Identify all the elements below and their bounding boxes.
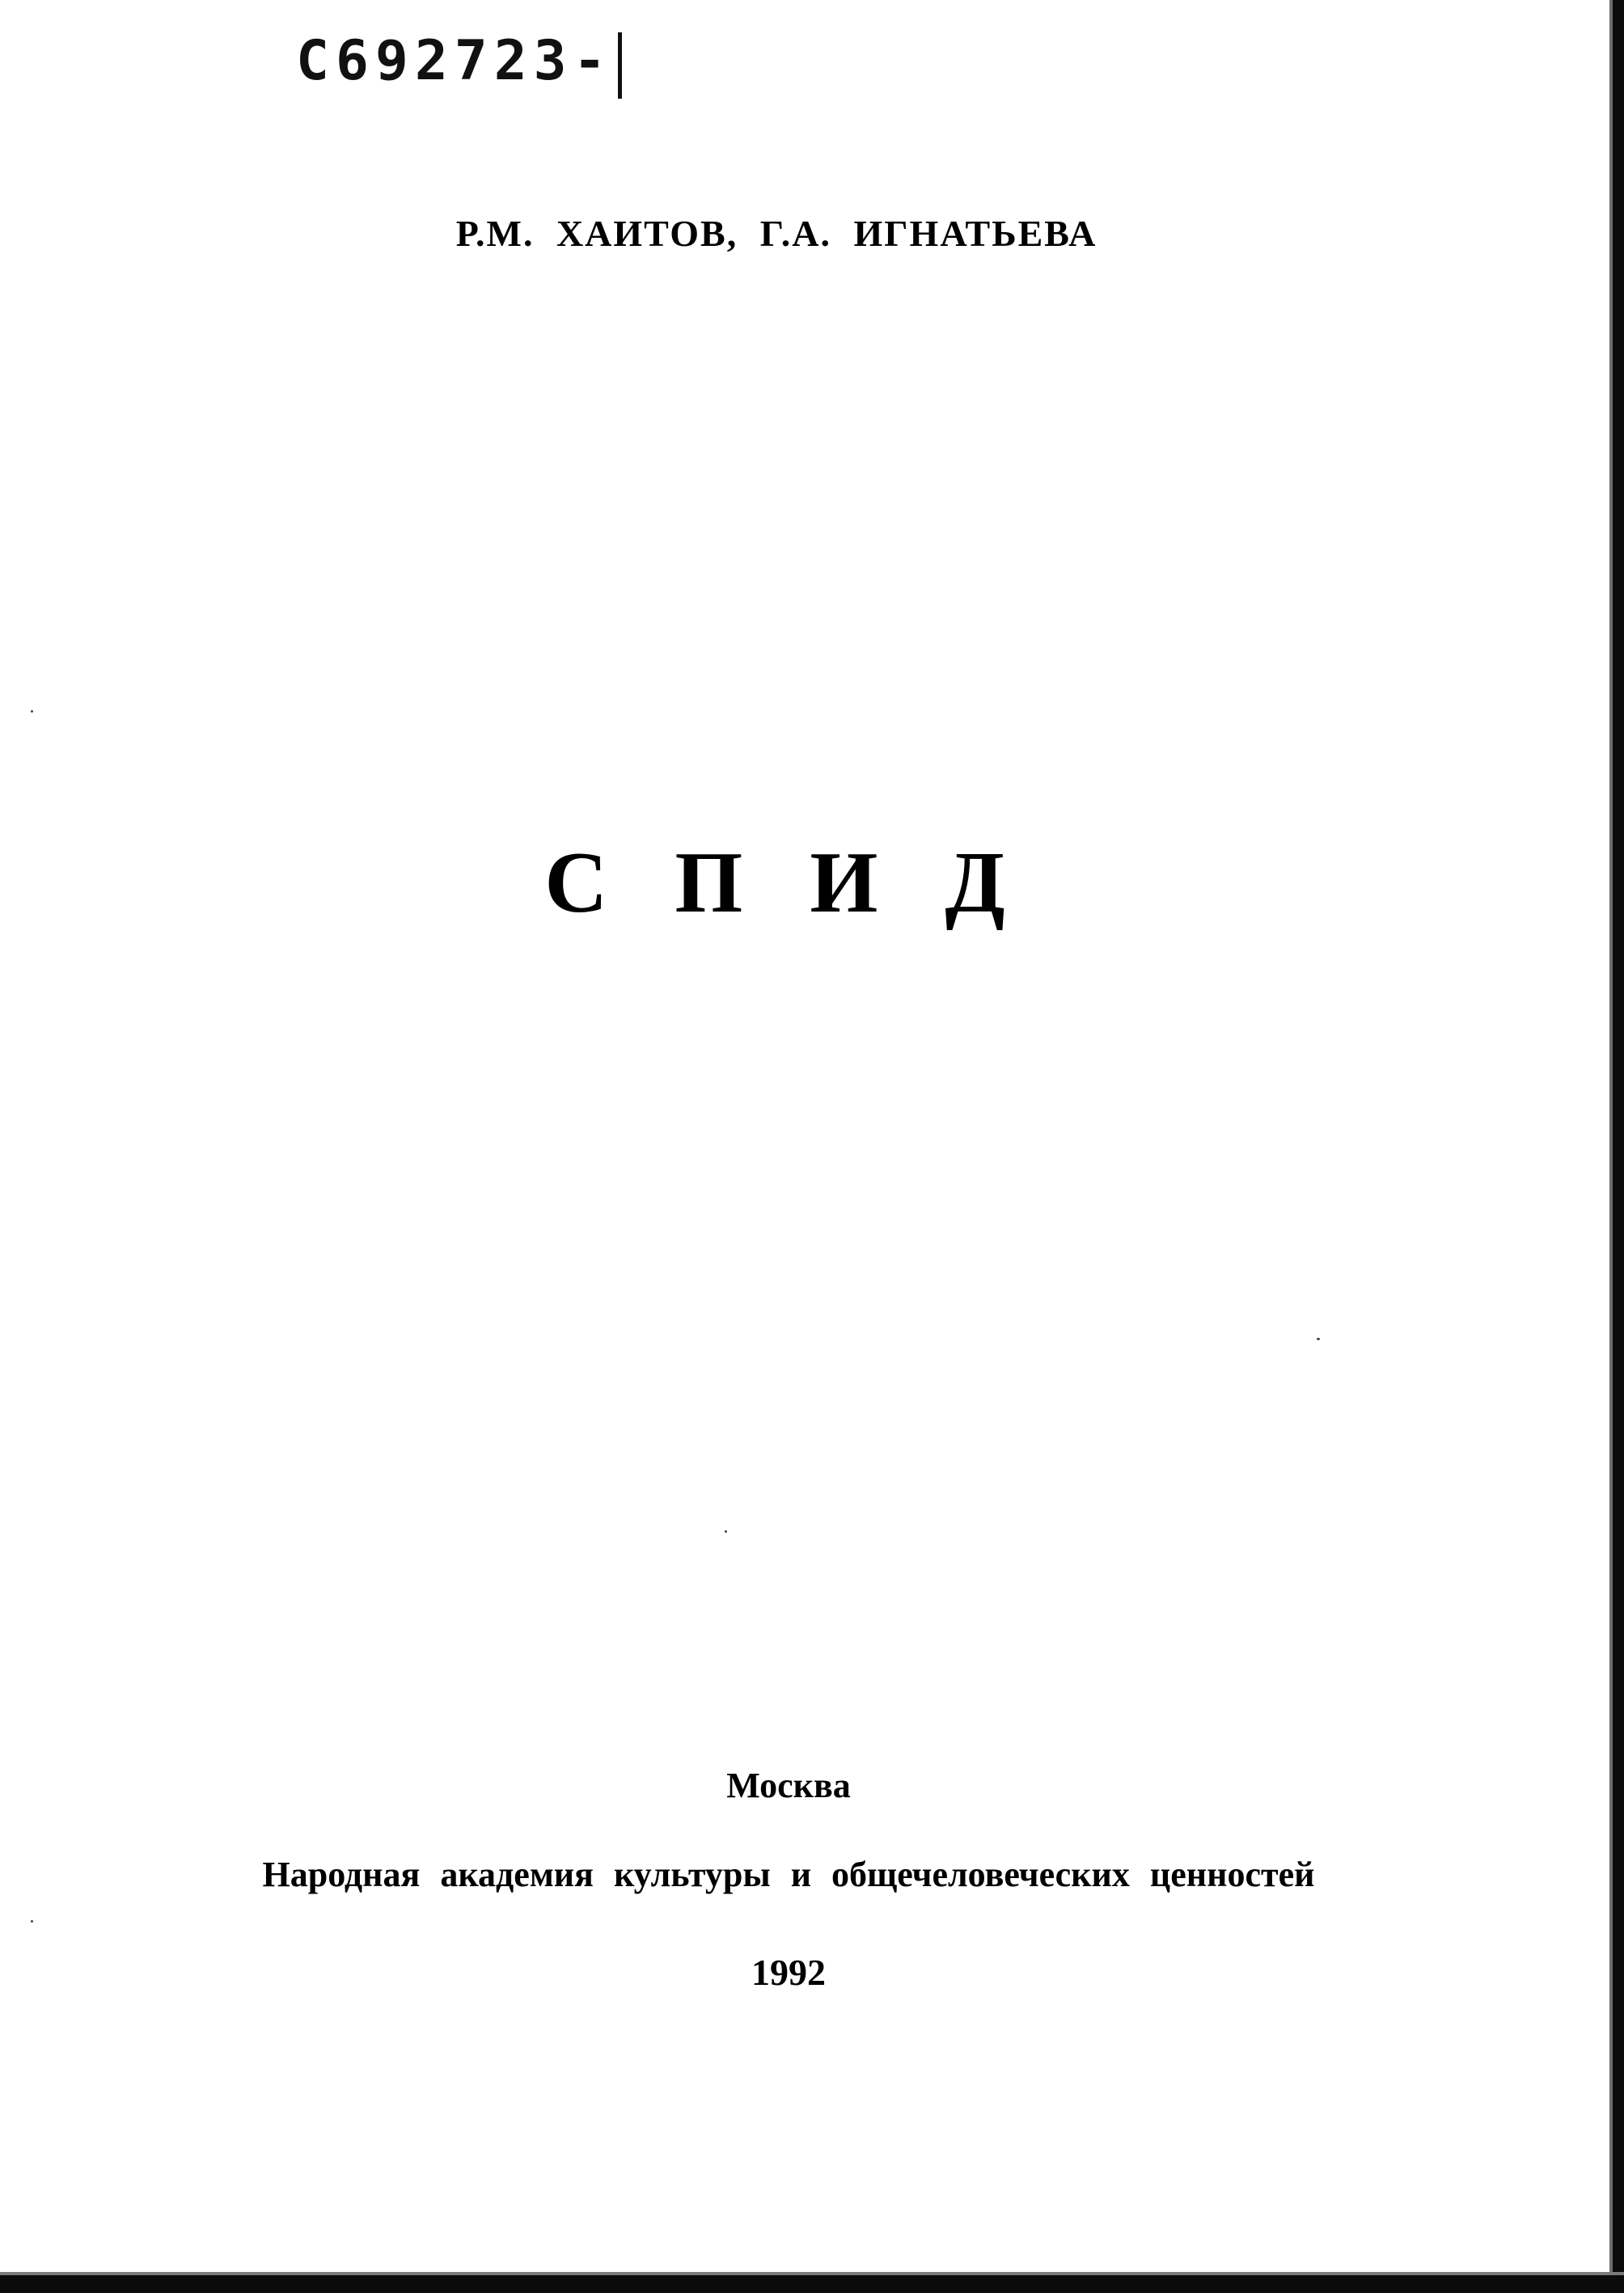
book-authors: Р.М. ХАИТОВ, Г.А. ИГНАТЬЕВА bbox=[455, 213, 1097, 254]
imprint-year: 1992 bbox=[751, 1952, 826, 1993]
inventory-stamp-mark bbox=[618, 32, 622, 99]
scan-edge-right bbox=[1613, 0, 1624, 2293]
imprint-publisher: Народная академия культуры и общечеловеческих ценностей bbox=[262, 1855, 1315, 1894]
book-title: С П И Д bbox=[544, 835, 1009, 931]
scan-speck bbox=[31, 1920, 33, 1923]
inventory-stamp-number: C692723- bbox=[296, 29, 613, 93]
scan-speck bbox=[725, 1530, 727, 1533]
scan-speck bbox=[31, 710, 33, 713]
scan-speck bbox=[1317, 1338, 1320, 1340]
imprint-city: Москва bbox=[726, 1766, 851, 1805]
scan-edge-bottom bbox=[0, 2275, 1624, 2293]
